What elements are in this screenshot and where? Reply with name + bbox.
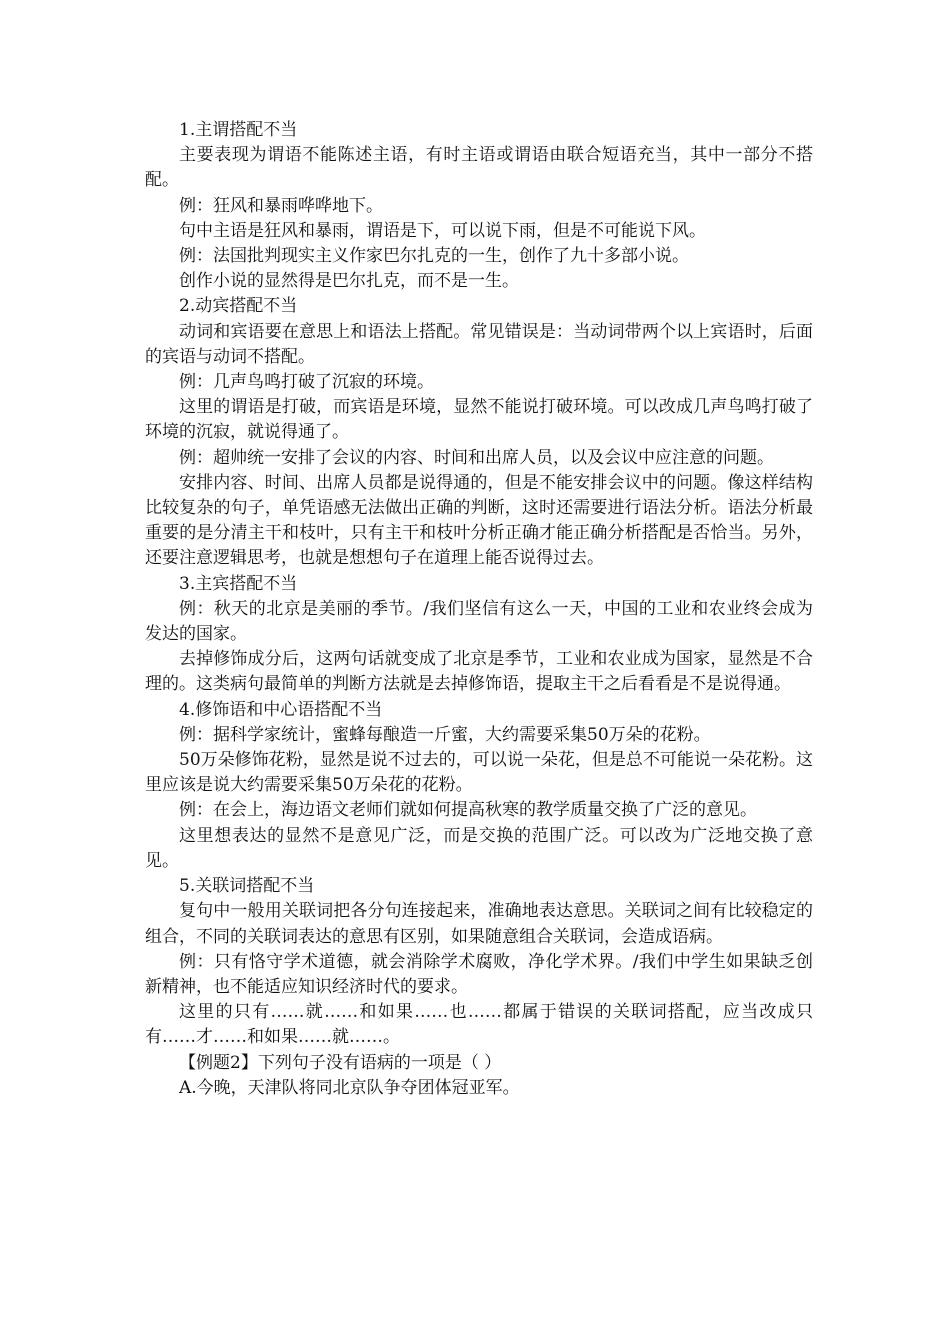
body-paragraph: 去掉修饰成分后，这两句话就变成了北京是季节，工业和农业成为国家，显然是不合理的。这类病句最简单的判断方法就是去掉修饰语，提取主干之后看看是不是说得通。 (145, 649, 813, 695)
example-sentence: 例：超帅统一安排了会议的内容、时间和出席人员，以及会议中应注意的问题。 (179, 447, 774, 468)
exercise-option-a: A.今晚，天津队将同北京队争夺团体冠亚军。 (179, 1077, 520, 1098)
body-paragraph: 主要表现为谓语不能陈述主语，有时主语或谓语由联合短语充当，其中一部分不搭配。 (145, 145, 813, 191)
body-paragraph: 动词和宾语要在意思上和语法上搭配。常见错误是：当动词带两个以上宾语时，后面的宾语与动词不搭配。 (145, 321, 813, 367)
example-sentence: 例：几声鸟鸣打破了沉寂的环境。 (179, 372, 434, 393)
exercise-question: 【例题2】下列句子没有语病的一项是（ ） (179, 1052, 502, 1073)
example-sentence: 例：秋天的北京是美丽的季节。/我们坚信有这么一天，中国的工业和农业终会成为发达的国家。 (145, 598, 813, 645)
example-sentence: 例：只有恪守学术道德，就会消除学术腐败，净化学术界。/我们中学生如果缺乏创新精神，也不能适应知识经济时代的要求。 (145, 951, 813, 997)
body-paragraph: 安排内容、时间、出席人员都是说得通的，但是不能安排会议中的问题。像这样结构比较复杂的句子，单凭语感无法做出正确的判断，这时还需要进行语法分析。语法分析最重要的是分清主干和枝叶，只有主干和枝叶分析正确才能正确分析搭配是否恰当。另外，还要注意逻辑思考，也就是想想句子在道理上能否说得过去。 (145, 472, 813, 569)
body-paragraph: 创作小说的显然得是巴尔扎克，而不是一生。 (179, 271, 519, 292)
heading-conjunction: 5.关联词搭配不当 (179, 876, 315, 897)
heading-subject-predicate: 1.主谓搭配不当 (179, 120, 298, 140)
body-paragraph: 复句中一般用关联词把各分句连接起来，准确地表达意思。关联词之间有比较稳定的组合，不同的关联词表达的意思有区别，如果随意组合关联词，会造成语病。 (145, 901, 813, 947)
example-sentence: 例：狂风和暴雨哗哗地下。 (179, 195, 383, 216)
heading-modifier-head: 4.修饰语和中心语搭配不当 (179, 699, 383, 720)
body-paragraph: 这里的谓语是打破，而宾语是环境，显然不能说打破环境。可以改成几声鸟鸣打破了环境的沉寂，就说得通了。 (145, 397, 813, 443)
body-paragraph: 句中主语是狂风和暴雨，谓语是下，可以说下雨，但是不可能说下风。 (179, 220, 706, 241)
example-sentence: 例：法国批判现实主义作家巴尔扎克的一生，创作了九十多部小说。 (179, 246, 689, 267)
example-sentence: 例：在会上，海边语文老师们就如何提高秋寒的教学质量交换了广泛的意见。 (179, 800, 757, 821)
body-paragraph: 50万朵修饰花粉，显然是说不过去的，可以说一朵花，但是总不可能说一朵花粉。这里应该是说大约需要采集50万朵花的花粉。 (145, 750, 813, 796)
example-sentence: 例：据科学家统计，蜜蜂每酿造一斤蜜，大约需要采集50万朵的花粉。 (179, 724, 711, 745)
body-paragraph: 这里想表达的显然不是意见广泛，而是交换的范围广泛。可以改为广泛地交换了意见。 (145, 825, 813, 871)
body-paragraph: 这里的只有……就……和如果……也……都属于错误的关联词搭配，应当改成只有……才……和如果……就……。 (145, 1002, 813, 1048)
heading-subject-object: 3.主宾搭配不当 (179, 573, 298, 594)
document-page (145, 118, 813, 1101)
heading-verb-object: 2.动宾搭配不当 (179, 296, 298, 317)
